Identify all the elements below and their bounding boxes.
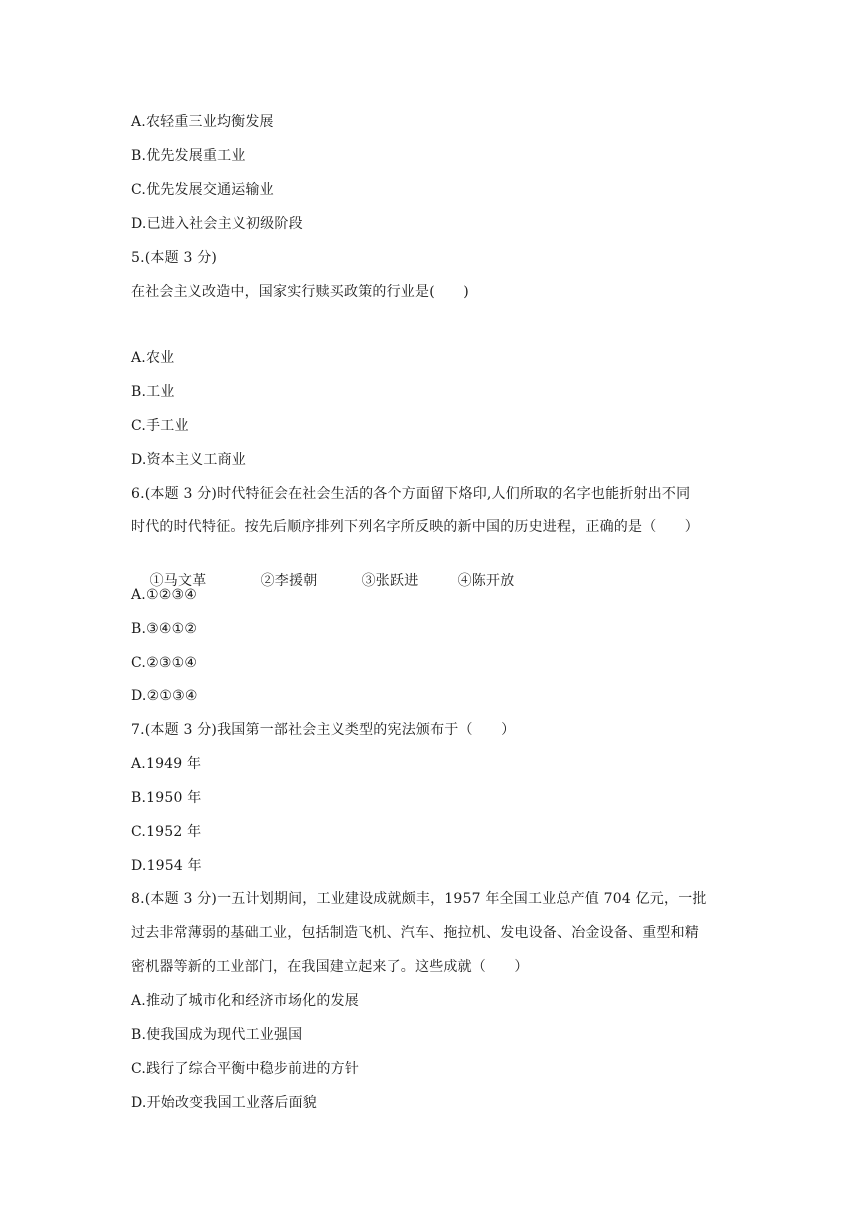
q4-option-b: B.优先发展重工业 [131, 148, 246, 164]
q7-stem: 7.(本题 3 分)我国第一部社会主义类型的宪法颁布于（ ） [131, 722, 516, 738]
q5-option-b: B.工业 [131, 384, 175, 400]
q8-option-c: C.践行了综合平衡中稳步前进的方针 [131, 1061, 360, 1077]
q8-stem-line2: 过去非常薄弱的基础工业，包括制造飞机、汽车、拖拉机、发电设备、冶金设备、重型和精 [131, 925, 699, 941]
q4-option-c: C.优先发展交通运输业 [131, 182, 274, 198]
q6-stem-line2: 时代的时代特征。按先后顺序排列下列名字所反映的新中国的历史进程，正确的是（ ） [131, 519, 699, 535]
q6-option-b: B.③④①② [131, 621, 198, 637]
q6-name-1: ①马文革 [149, 573, 207, 589]
q5-number: 5.(本题 3 分) [131, 250, 218, 266]
q7-option-a: A.1949 年 [131, 756, 202, 772]
q7-option-d: D.1954 年 [131, 858, 202, 874]
q4-option-a: A.农轻重三业均衡发展 [131, 114, 274, 130]
q7-option-c: C.1952 年 [131, 824, 202, 840]
q6-name-4: ④陈开放 [457, 573, 515, 589]
q5-option-c: C.手工业 [131, 418, 189, 434]
q6-option-d: D.②①③④ [131, 688, 198, 704]
q7-option-b: B.1950 年 [131, 790, 202, 806]
q8-option-b: B.使我国成为现代工业强国 [131, 1027, 303, 1043]
q6-stem-line1: 6.(本题 3 分)时代特征会在社会生活的各个方面留下烙印,人们所取的名字也能折射出不同 [131, 486, 691, 502]
q5-option-a: A.农业 [131, 350, 175, 366]
q8-stem-line1: 8.(本题 3 分)一五计划期间，工业建设成就颇丰，1957 年全国工业总产值 704 亿元，一批 [131, 891, 707, 907]
q4-option-d: D.已进入社会主义初级阶段 [131, 216, 303, 232]
q8-option-d: D.开始改变我国工业落后面貌 [131, 1095, 317, 1111]
q5-option-d: D.资本主义工商业 [131, 452, 246, 468]
q6-option-c: C.②③①④ [131, 655, 198, 671]
q8-option-a: A.推动了城市化和经济市场化的发展 [131, 993, 359, 1009]
q5-stem: 在社会主义改造中，国家实行赎买政策的行业是( ) [131, 284, 469, 300]
q6-name-3: ③张跃进 [361, 573, 419, 589]
q6-option-a: A.①②③④ [131, 587, 197, 603]
q8-stem-line3: 密机器等新的工业部门，在我国建立起来了。这些成就（ ） [131, 959, 529, 975]
q6-name-2: ②李援朝 [260, 573, 318, 589]
